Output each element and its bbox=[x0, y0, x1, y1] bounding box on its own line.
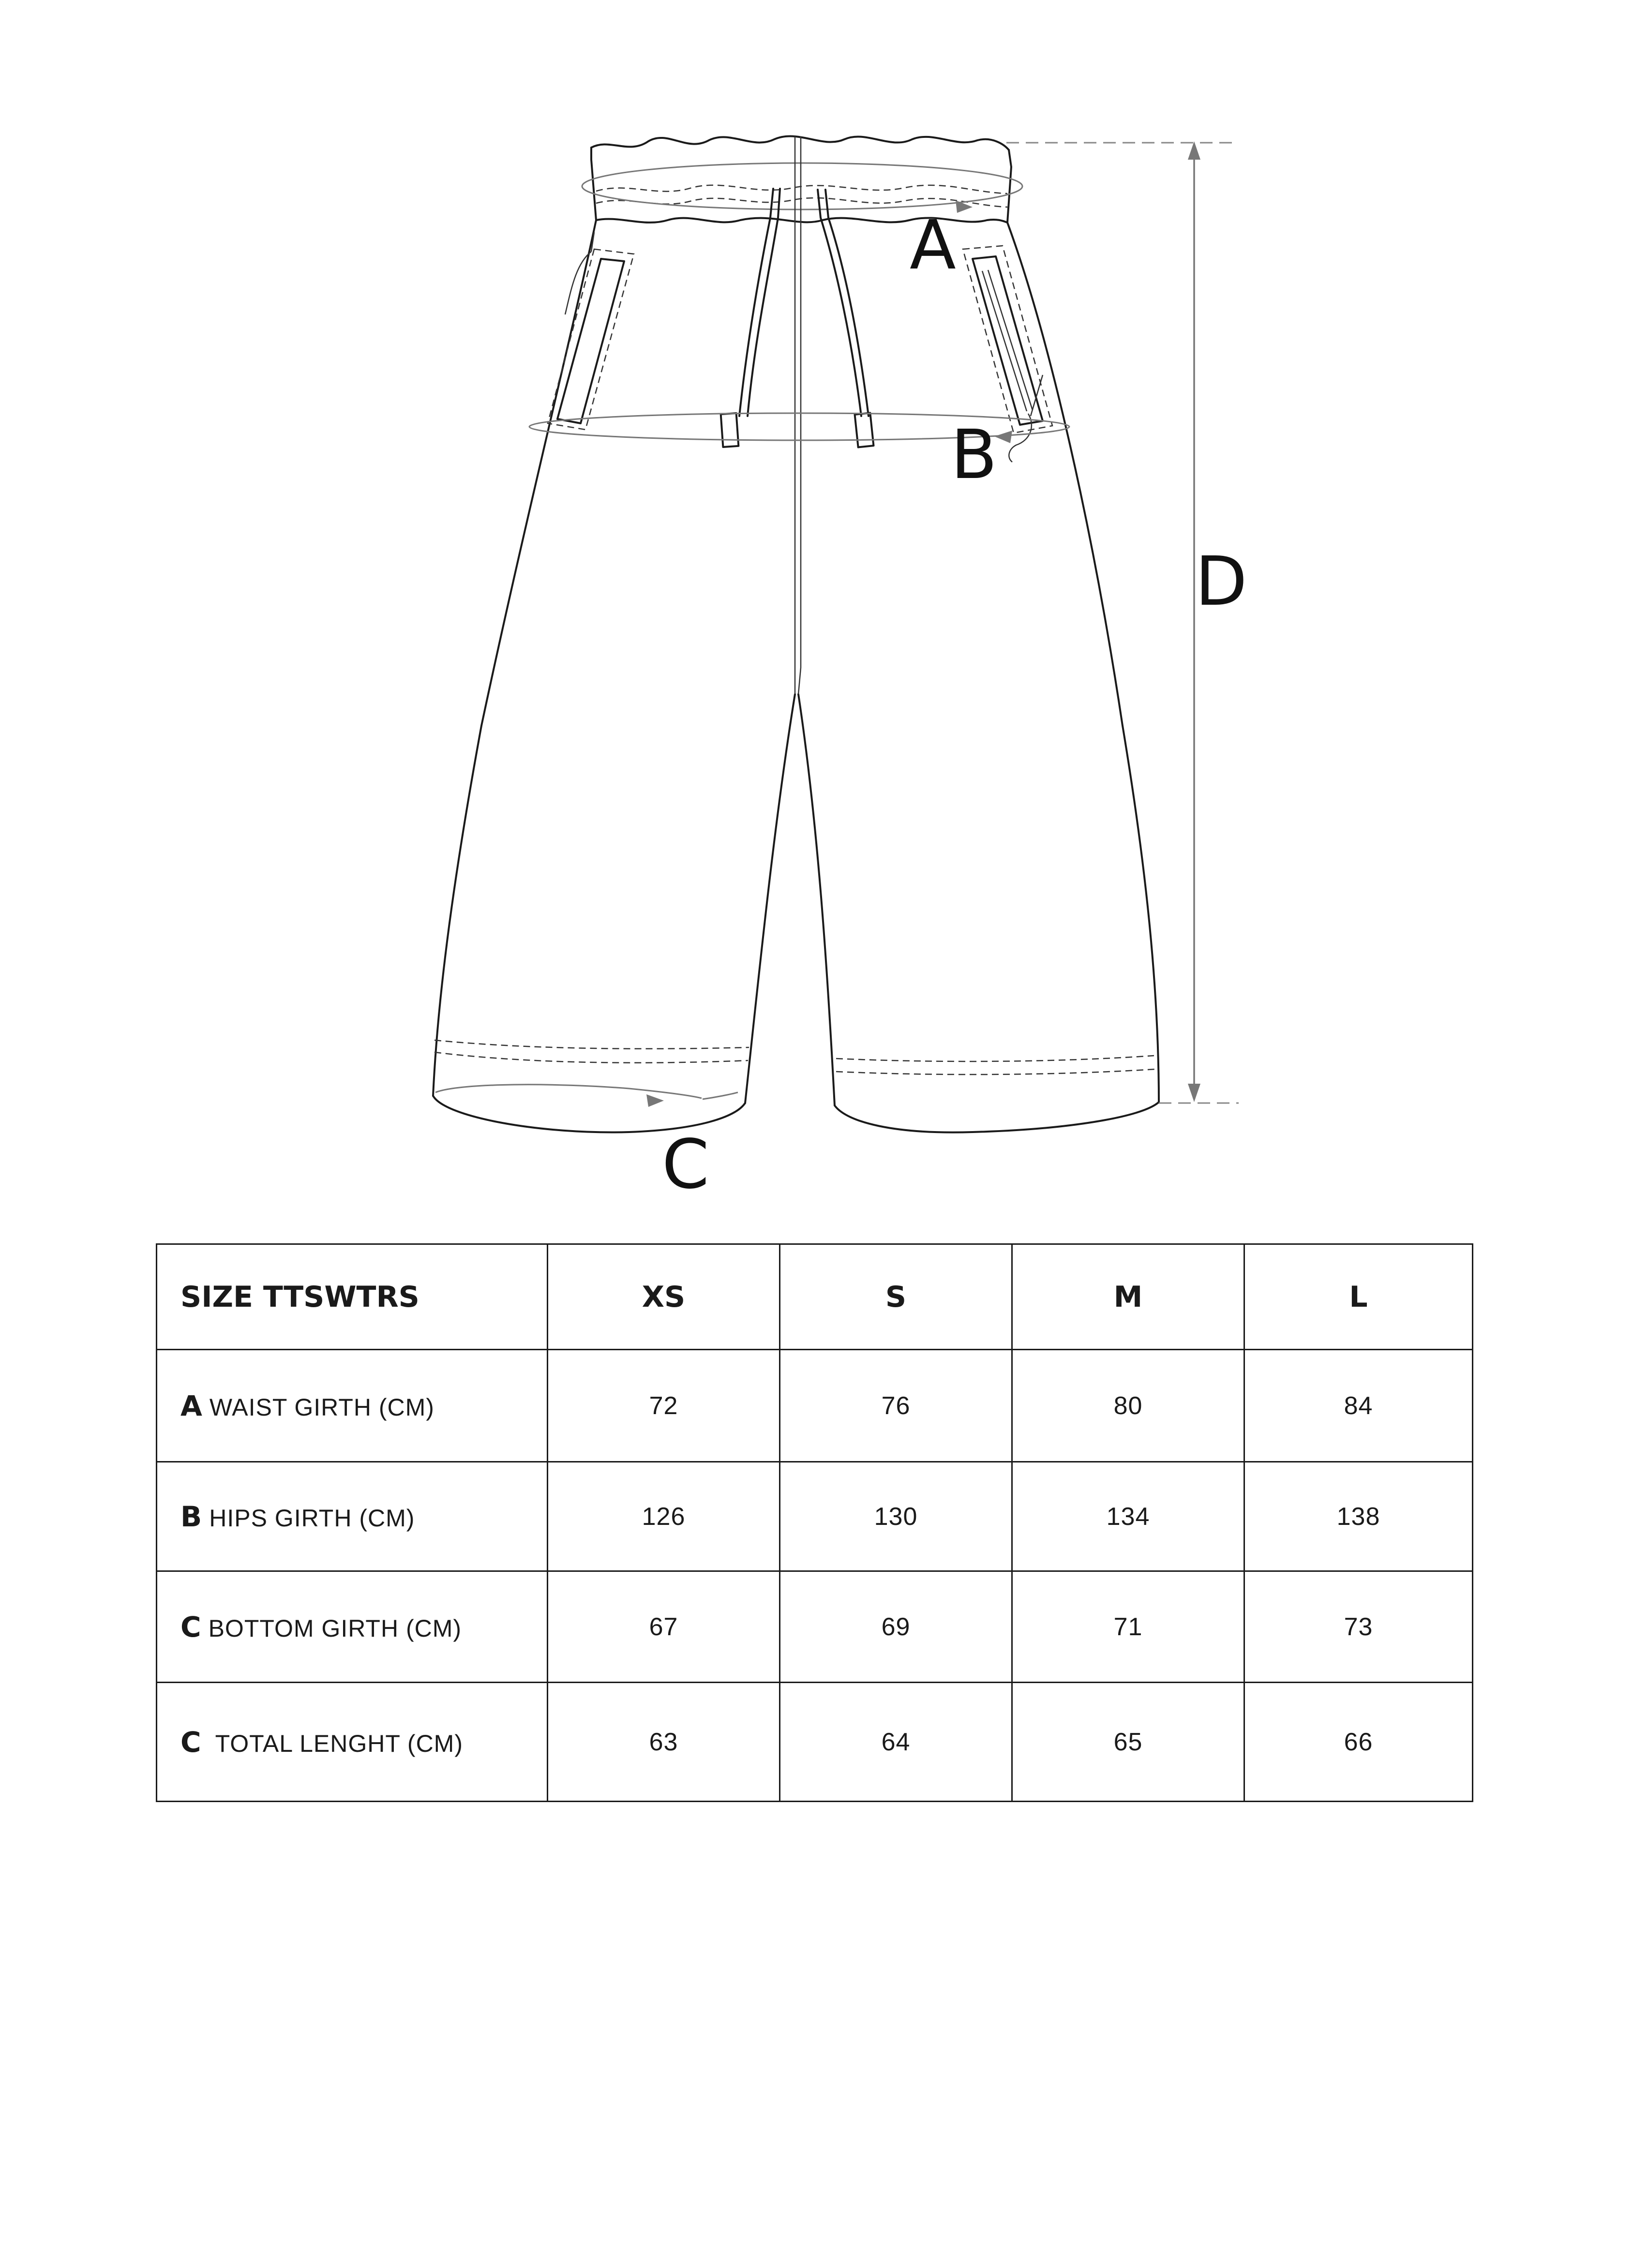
table-row bbox=[157, 1350, 1473, 1462]
table-cell: 130 bbox=[780, 1462, 1012, 1571]
table-cell: 66 bbox=[1244, 1683, 1473, 1802]
row-name: WAIST GIRTH (CM) bbox=[209, 1393, 434, 1421]
row-name: TOTAL LENGHT (CM) bbox=[208, 1730, 463, 1757]
bottom-measure-indicator bbox=[435, 1085, 738, 1107]
table-header-row bbox=[157, 1244, 1473, 1350]
drawstrings bbox=[721, 189, 874, 447]
row-label bbox=[157, 1350, 548, 1462]
waist-measure-indicator bbox=[582, 163, 1022, 213]
table-cell: 138 bbox=[1244, 1462, 1473, 1571]
table-cell: 64 bbox=[780, 1683, 1012, 1802]
table-cell: 69 bbox=[780, 1571, 1012, 1683]
table-header-s: S bbox=[780, 1244, 1012, 1350]
table-header-title: SIZE TTSWTRS bbox=[157, 1244, 548, 1350]
table-header-xs: XS bbox=[548, 1244, 780, 1350]
row-label bbox=[157, 1462, 548, 1571]
table-cell: 73 bbox=[1244, 1571, 1473, 1683]
table-cell: 63 bbox=[548, 1683, 780, 1802]
label-b: B bbox=[951, 416, 998, 494]
label-d: D bbox=[1195, 542, 1247, 621]
table-cell: 67 bbox=[548, 1571, 780, 1683]
table-cell: 72 bbox=[548, 1350, 780, 1462]
table-row bbox=[157, 1683, 1473, 1802]
label-a: A bbox=[910, 206, 956, 285]
row-letter: C bbox=[180, 1610, 202, 1643]
table-row bbox=[157, 1571, 1473, 1683]
size-table bbox=[156, 1243, 1473, 1802]
table-cell: 80 bbox=[1012, 1350, 1244, 1462]
row-letter: A bbox=[180, 1389, 203, 1422]
table-header-m: M bbox=[1012, 1244, 1244, 1350]
row-name: HIPS GIRTH (CM) bbox=[209, 1504, 415, 1532]
table-cell: 84 bbox=[1244, 1350, 1473, 1462]
row-name: BOTTOM GIRTH (CM) bbox=[208, 1614, 462, 1642]
row-letter: C bbox=[180, 1725, 202, 1759]
table-cell: 76 bbox=[780, 1350, 1012, 1462]
table-row bbox=[157, 1462, 1473, 1571]
table-cell: 134 bbox=[1012, 1462, 1244, 1571]
row-label bbox=[157, 1683, 548, 1802]
table-cell: 71 bbox=[1012, 1571, 1244, 1683]
table-header-l: L bbox=[1244, 1244, 1473, 1350]
table-cell: 126 bbox=[548, 1462, 780, 1571]
shorts-body bbox=[433, 136, 1159, 1133]
table-cell: 65 bbox=[1012, 1683, 1244, 1802]
left-zip-pocket bbox=[548, 232, 634, 430]
row-label bbox=[157, 1571, 548, 1683]
label-c: C bbox=[662, 1125, 709, 1204]
length-measure-indicator bbox=[1006, 141, 1239, 1103]
row-letter: B bbox=[180, 1500, 203, 1533]
